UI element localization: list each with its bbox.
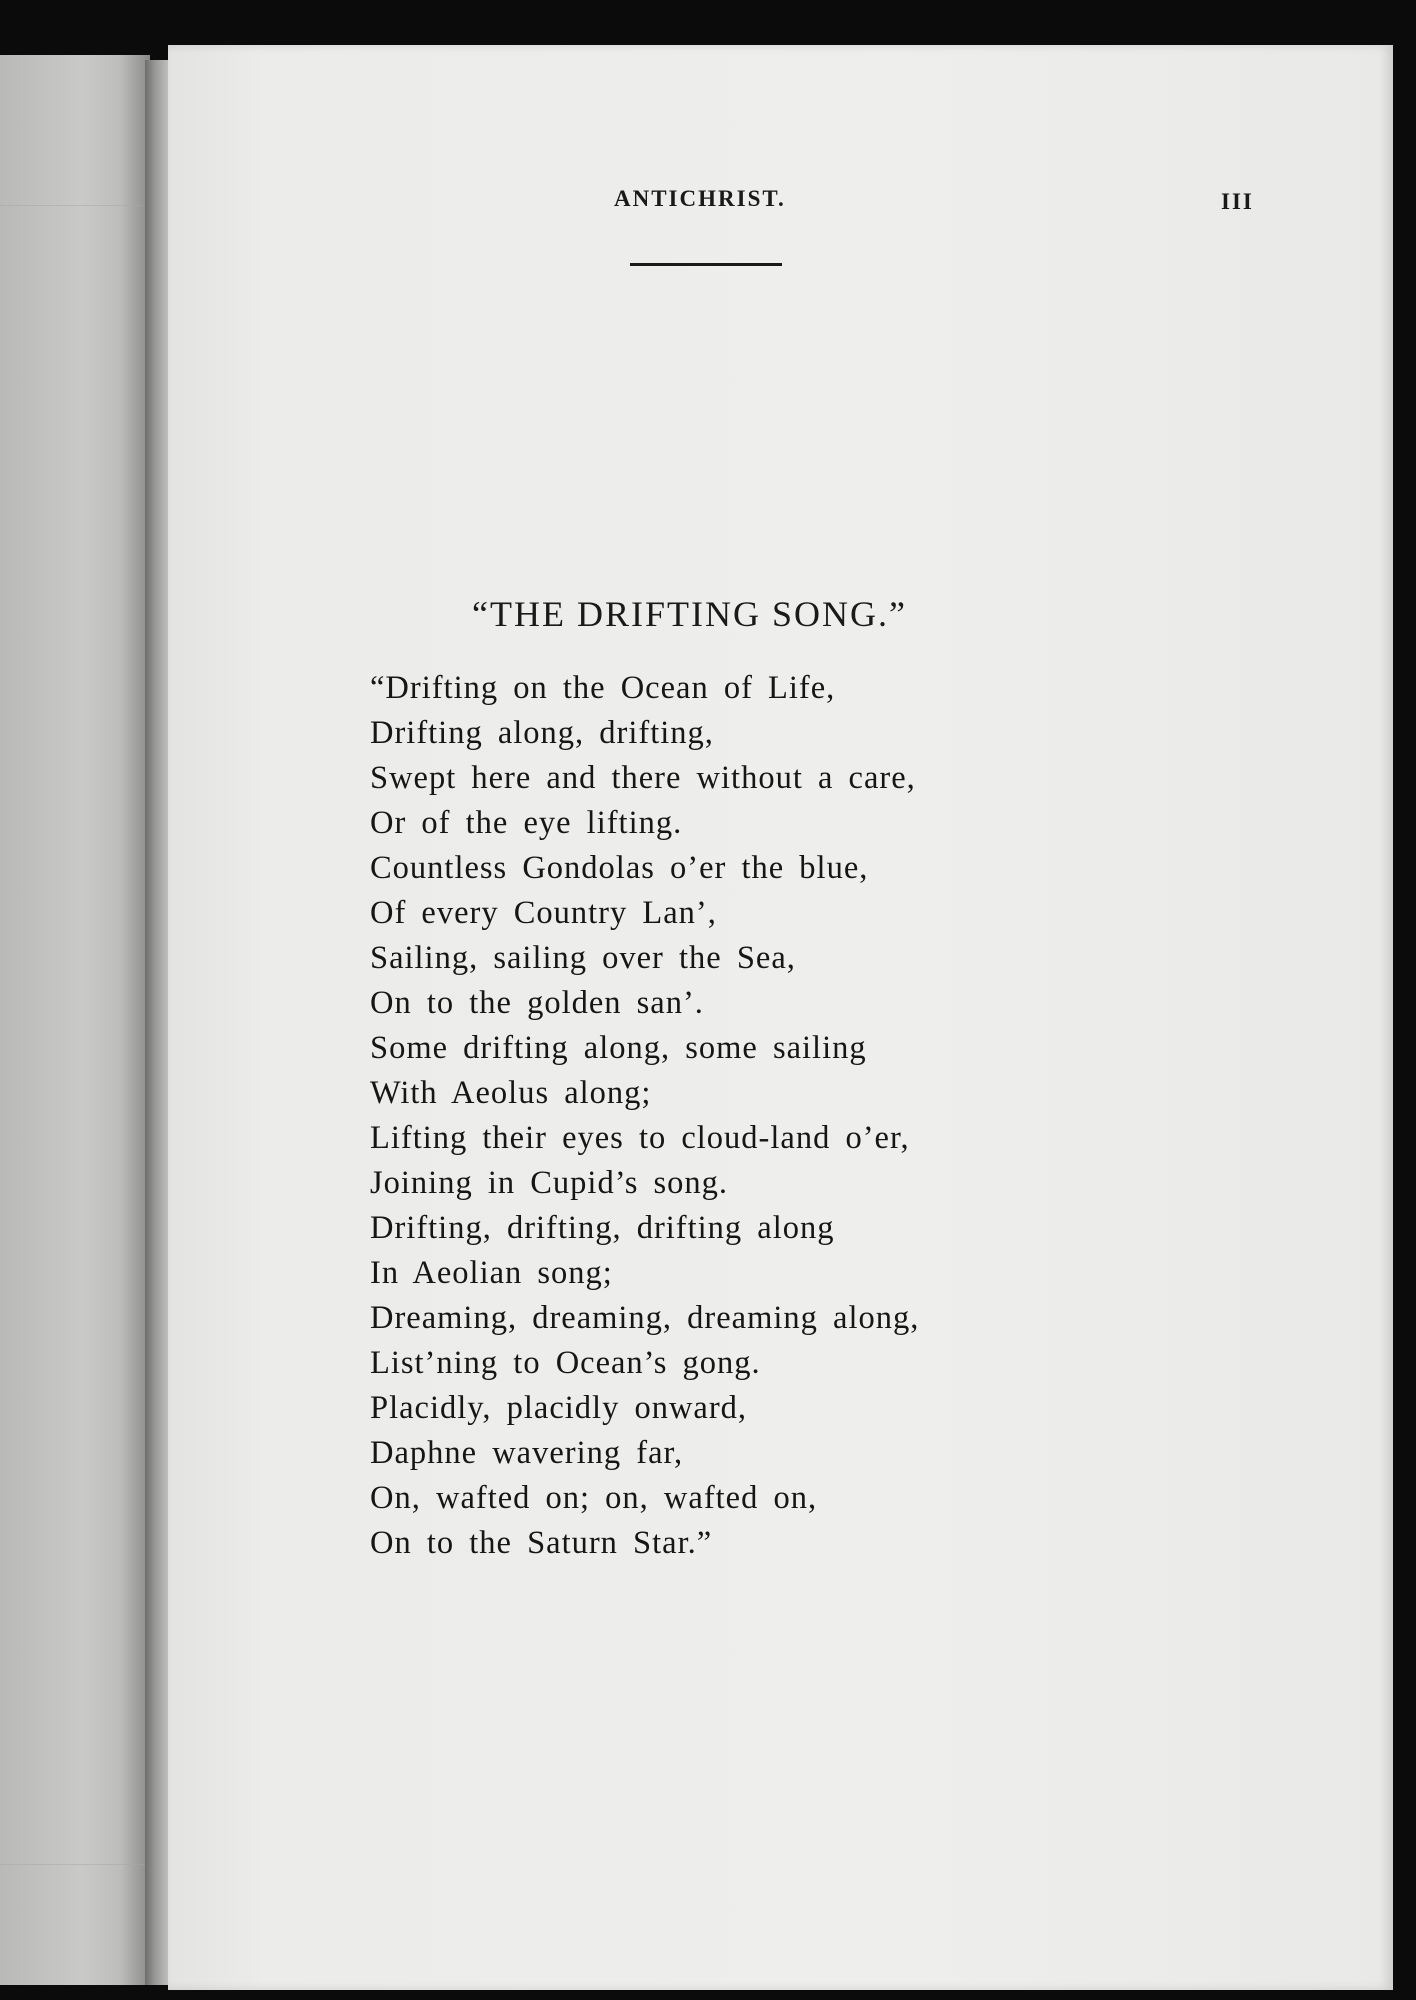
poem-line: Joining in Cupid’s song. [370,1165,729,1201]
poem-line: Of every Country Lan’, [370,895,717,931]
poem-line: On to the golden san’. [370,985,704,1021]
poem-line: Countless Gondolas o’er the blue, [370,850,869,886]
running-head: ANTICHRIST. [614,186,786,211]
poem-title: “THE DRIFTING SONG.” [472,594,907,634]
poem-line: Drifting along, drifting, [370,715,714,751]
poem-line: On to the Saturn Star.” [370,1525,713,1561]
poem-line: In Aeolian song; [370,1255,613,1291]
page-number: III [1221,189,1254,214]
poem-line: Lifting their eyes to cloud-land o’er, [370,1120,910,1156]
poem-body [370,666,919,1566]
poem-line: Drifting, drifting, drifting along [370,1210,835,1246]
poem-line: Daphne wavering far, [370,1435,684,1471]
poem-line: Or of the eye lifting. [370,805,683,841]
previous-page-edge [0,55,150,1985]
poem-line: Some drifting along, some sailing [370,1030,867,1066]
poem-line: “Drifting on the Ocean of Life, [370,670,836,706]
poem-line: Dreaming, dreaming, dreaming along, [370,1300,920,1336]
poem-line: Sailing, sailing over the Sea, [370,940,796,976]
poem-line: List’ning to Ocean’s gong. [370,1345,761,1381]
poem-line: On, wafted on; on, wafted on, [370,1480,818,1516]
poem-line: Swept here and there without a care, [370,760,916,796]
poem-line: Placidly, placidly onward, [370,1390,748,1426]
poem-line: With Aeolus along; [370,1075,652,1111]
header-rule [630,263,782,266]
